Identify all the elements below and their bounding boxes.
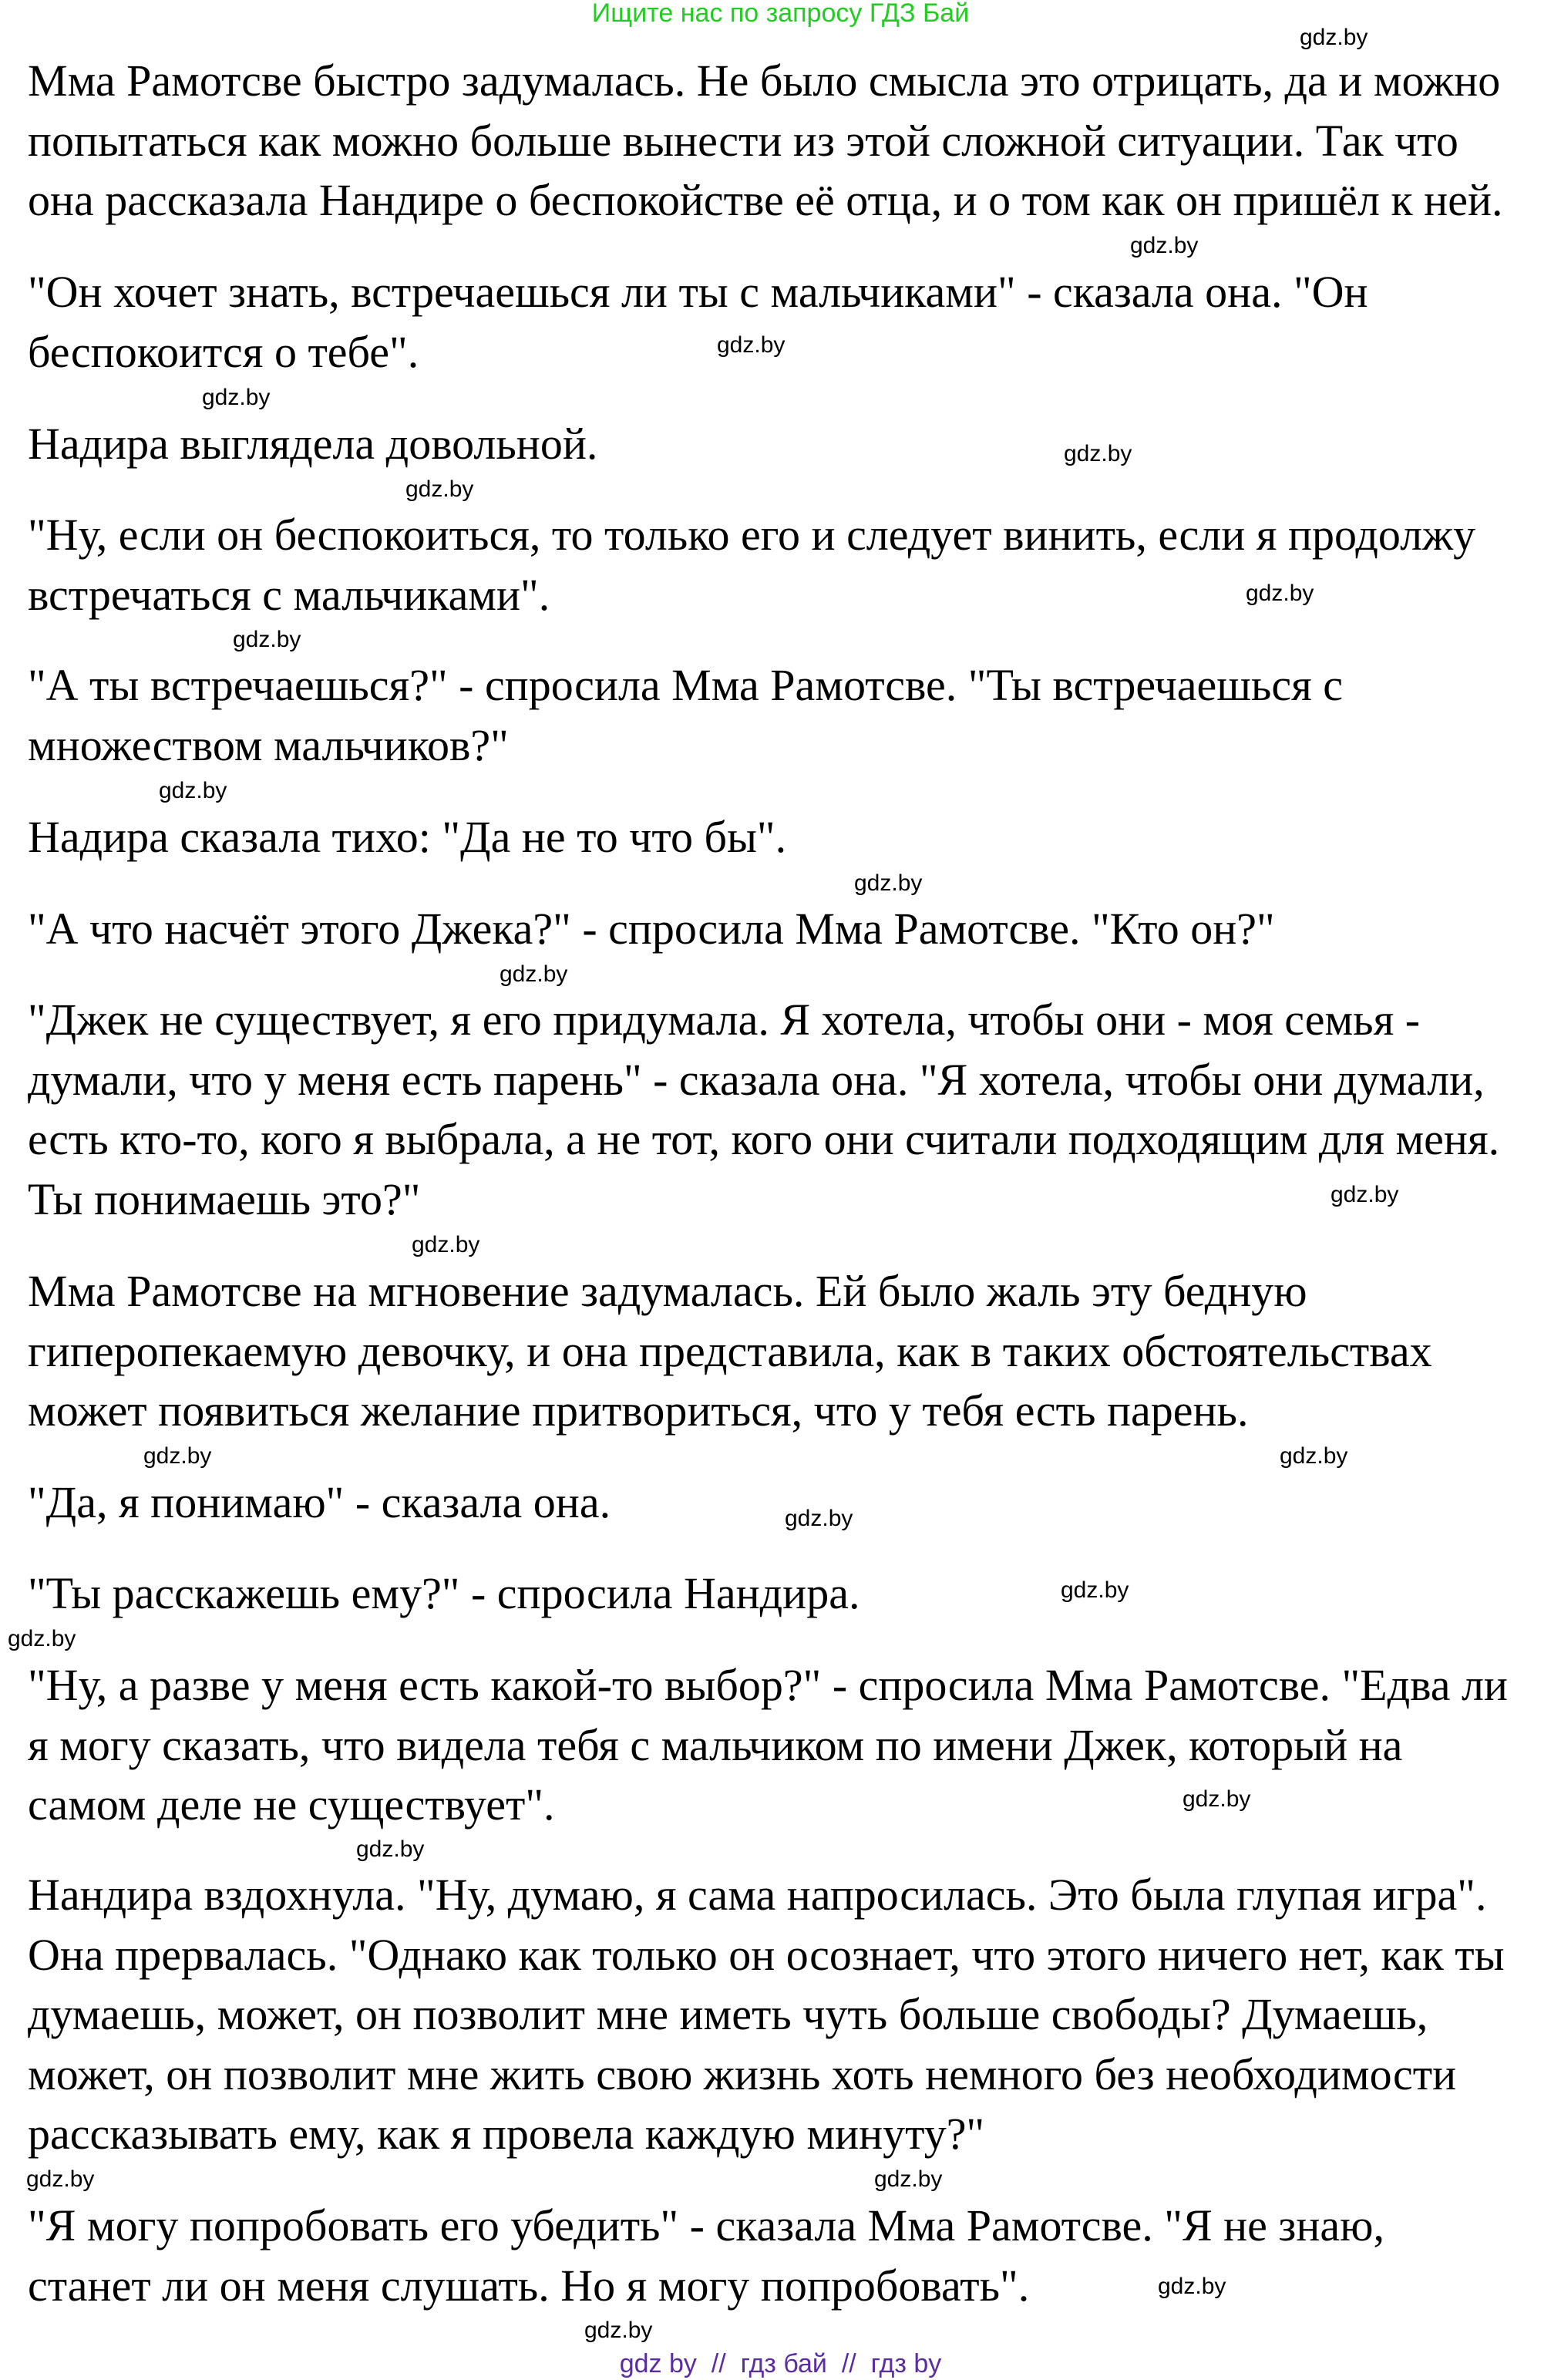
text-line: Она прервалась. "Однако как только он осознает, что этого ничего нет, как ты: [28, 1929, 1505, 1980]
text-line: Нандира вздохнула. "Ну, думаю, я сама напросилась. Это была глупая игра".: [28, 1870, 1487, 1920]
text-line: "Джек не существует, я его придумала. Я хотела, чтобы они - моя семья -: [28, 995, 1421, 1045]
watermark-text: gdz.by: [854, 870, 923, 896]
text-line: она рассказала Нандире о беспокойстве её отца, и о том как он пришёл к ней.: [28, 175, 1503, 225]
text-line: гиперопекаемую девочку, и она представила, как в таких обстоятельствах: [28, 1325, 1432, 1376]
text-line: встречаться с мальчиками".: [28, 569, 550, 620]
paragraph: [28, 414, 597, 474]
watermark-text: gdz.by: [717, 332, 786, 358]
search-banner: Ищите нас по запросу ГДЗ Бай: [591, 0, 970, 28]
watermark-text: gdz.by: [874, 2166, 943, 2192]
paragraph: [28, 262, 1368, 382]
watermark-text: gdz.by: [1158, 2274, 1226, 2299]
watermark-text: gdz.by: [233, 627, 301, 652]
paragraph: [28, 1865, 1505, 2164]
text-line: может, он позволит мне жить свою жизнь хоть немного без необходимости: [28, 2048, 1457, 2099]
watermark-text: gdz.by: [1246, 581, 1314, 606]
footer-links: gdz by // гдз бай // гдз by: [619, 2349, 942, 2378]
watermark-text: gdz.by: [202, 385, 271, 410]
watermark-text: gdz.by: [1183, 1786, 1251, 1812]
paragraph: [28, 51, 1503, 231]
text-line: думали, что у меня есть парень" - сказала она. "Я хотела, чтобы они думали,: [28, 1054, 1485, 1105]
paragraph: [28, 1473, 611, 1533]
watermark-text: gdz.by: [412, 1232, 480, 1257]
watermark-text: gdz.by: [405, 476, 474, 502]
watermark-text: gdz.by: [785, 1506, 853, 1531]
watermark-text: gdz.by: [1130, 233, 1199, 258]
text-line: станет ли он меня слушать. Но я могу попробовать".: [28, 2260, 1030, 2311]
text-line: думаешь, может, он позволит мне иметь чуть больше свободы? Думаешь,: [28, 1989, 1428, 2039]
paragraph: [28, 1261, 1432, 1441]
text-line: я могу сказать, что видела тебя с мальчиком по имени Джек, который на: [28, 1719, 1403, 1770]
watermark-text: gdz.by: [1061, 1577, 1129, 1603]
paragraph: [28, 505, 1475, 624]
text-line: "Да, я понимаю" - сказала она.: [28, 1477, 611, 1527]
paragraph: [28, 899, 1275, 959]
watermark-text: gdz.by: [584, 2318, 653, 2343]
text-line: беспокоится о тебе".: [28, 326, 419, 377]
watermark-text: gdz.by: [356, 1836, 425, 1862]
text-line: есть кто-то, кого я выбрала, а не тот, кого они считали подходящим для меня.: [28, 1114, 1500, 1164]
text-line: Мма Рамотсве на мгновение задумалась. Ей было жаль эту бедную: [28, 1266, 1307, 1316]
text-line: множеством мальчиков?": [28, 719, 509, 770]
text-line: Надира выглядела довольной.: [28, 419, 598, 469]
text-line: может появиться желание притвориться, что у тебя есть парень.: [28, 1385, 1249, 1436]
text-line: попытаться как можно больше вынести из этой сложной ситуации. Так что: [28, 115, 1458, 166]
paragraph: [28, 1564, 860, 1624]
text-line: "Ты расскажешь ему?" - спросила Нандира.: [28, 1568, 860, 1618]
watermark-text: gdz.by: [26, 2166, 95, 2192]
text-line: "А ты встречаешься?" - спросила Мма Рамотсве. "Ты встречаешься с: [28, 660, 1344, 710]
watermark-text: gdz.by: [1300, 25, 1368, 50]
text-line: рассказывать ему, как я провела каждую минуту?": [28, 2109, 985, 2159]
text-line: "Ну, если он беспокоиться, то только его и следует винить, если я продолжу: [28, 510, 1476, 560]
watermark-text: gdz.by: [500, 961, 568, 987]
watermark-text: gdz.by: [8, 1626, 76, 1651]
text-line: самом деле не существует".: [28, 1779, 555, 1830]
text-line: "Я могу попробовать его убедить" - сказала Мма Рамотсве. "Я не знаю,: [28, 2200, 1384, 2250]
text-line: Мма Рамотсве быстро задумалась. Не было смысла это отрицать, да и можно: [28, 56, 1501, 106]
text-line: "Он хочет знать, встречаешься ли ты с мальчиками" - сказала она. "Он: [28, 267, 1368, 317]
paragraph: [28, 1655, 1508, 1835]
text-line: "А что насчёт этого Джека?" - спросила Мма Рамотсве. "Кто он?": [28, 904, 1275, 954]
text-line: "Ну, а разве у меня есть какой-то выбор?" - спросила Мма Рамотсве. "Едва ли: [28, 1660, 1508, 1710]
watermark-text: gdz.by: [143, 1443, 212, 1469]
watermark-text: gdz.by: [159, 778, 227, 803]
text-line: Надира сказала тихо: "Да не то что бы".: [28, 812, 787, 862]
text-line: Ты понимаешь это?": [28, 1173, 421, 1224]
paragraph: [28, 655, 1343, 775]
watermark-text: gdz.by: [1064, 441, 1132, 466]
watermark-text: gdz.by: [1331, 1182, 1399, 1207]
paragraph: [28, 807, 786, 867]
paragraph: [28, 990, 1499, 1229]
watermark-text: gdz.by: [1280, 1443, 1348, 1469]
